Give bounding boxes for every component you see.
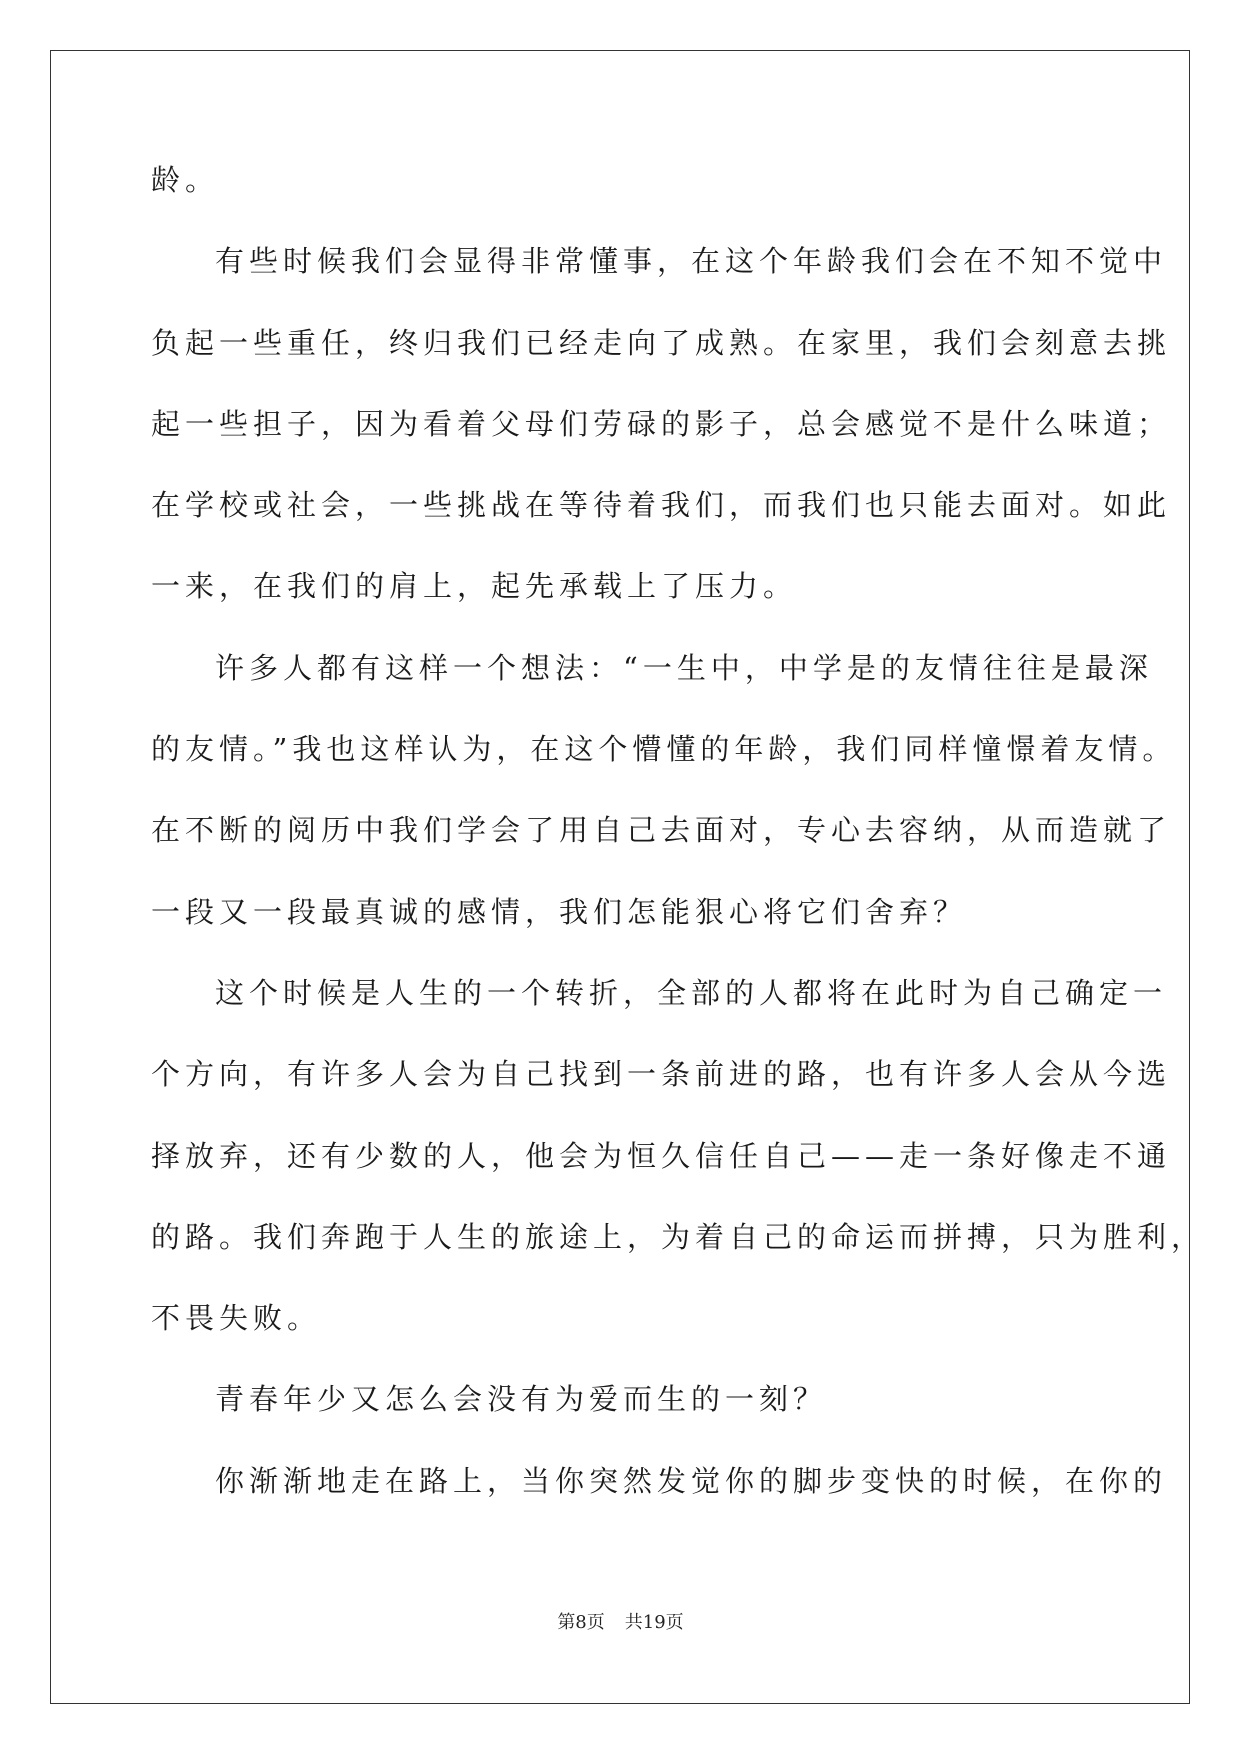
page-number: 第8页 [557,1612,605,1633]
text-line: 龄。 [151,163,220,197]
text-line: 的友情。”我也这样认为，在这个懵懂的年龄，我们同样憧憬着友情。 [151,732,1177,767]
text-line: 一段又一段最真诚的感情，我们怎能狠心将它们舍弃？ [151,894,968,929]
text-line: 许多人都有这样一个想法：“一生中，中学是的友情往往是最深 [215,650,1153,685]
text-line: 不畏失败。 [151,1301,322,1336]
document-body [151,162,1206,1544]
text-line: 有些时候我们会显得非常懂事，在这个年龄我们会在不知不觉中 [215,244,1168,279]
text-line: 一来，在我们的肩上，起先承载上了压力。 [151,569,798,604]
text-line: 在学校或社会，一些挑战在等待着我们，而我们也只能去面对。如此 [151,488,1172,523]
page-total: 共19页 [624,1612,684,1633]
text-line: 负起一些重任，终归我们已经走向了成熟。在家里，我们会刻意去挑 [151,325,1172,360]
text-line: 择放弃，还有少数的人，他会为恒久信任自己——走一条好像走不通 [151,1138,1172,1173]
page-footer [0,1611,1241,1635]
text-line: 个方向，有许多人会为自己找到一条前进的路，也有许多人会从今选 [151,1057,1172,1092]
text-line: 你渐渐地走在路上，当你突然发觉你的脚步变快的时候，在你的 [215,1463,1168,1498]
text-line: 起一些担子，因为看着父母们劳碌的影子，总会感觉不是什么味道； [151,406,1172,441]
text-line: 在不断的阅历中我们学会了用自己去面对，专心去容纳，从而造就了 [151,813,1172,848]
text-line: 这个时候是人生的一个转折，全部的人都将在此时为自己确定一 [215,975,1168,1010]
text-line: 青春年少又怎么会没有为爱而生的一刻？ [215,1382,828,1417]
text-line: 的路。我们奔跑于人生的旅途上，为着自己的命运而拼搏，只为胜利， [151,1219,1206,1254]
